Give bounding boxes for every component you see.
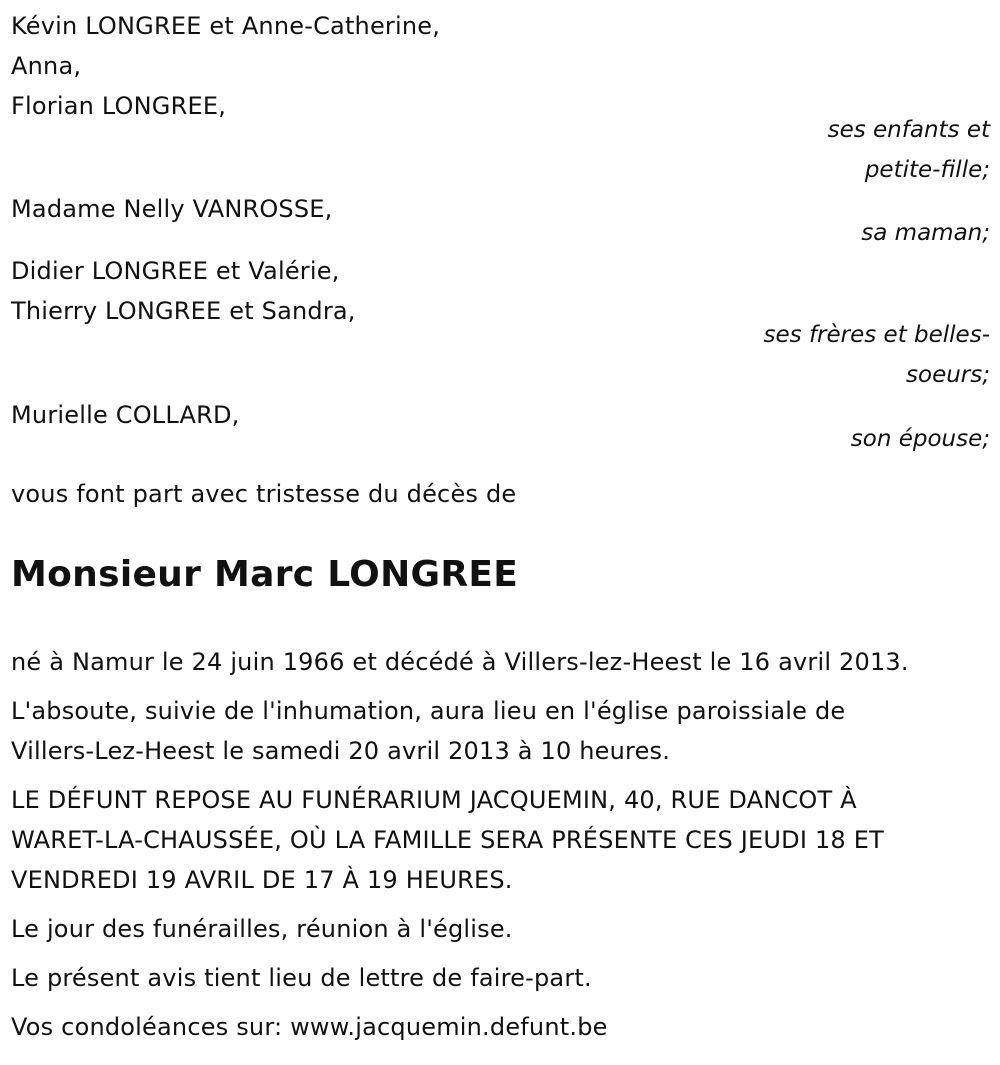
condolences-text: Vos condoléances sur: www.jacquemin.defunt.be: [11, 1013, 608, 1041]
funeral-day-text: Le jour des funérailles, réunion à l'église.: [11, 915, 513, 943]
mother-name: Madame Nelly VANROSSE,: [11, 195, 333, 223]
details-block: [11, 642, 990, 1047]
ceremony-text: Villers-Lez-Heest le samedi 20 avril 2013 à 10 heures.: [11, 737, 671, 765]
repose-text: WARET-LA-CHAUSSÉE, OÙ LA FAMILLE SERA PRÉSENTE CES JEUDI 18 ET: [11, 826, 884, 854]
repose-text: LE DÉFUNT REPOSE AU FUNÉRARIUM JACQUEMIN, 40, RUE DANCOT À: [11, 786, 857, 814]
spouse-relation: son épouse;: [850, 426, 990, 452]
announcement-text: vous font part avec tristesse du décès de: [11, 480, 517, 508]
children-relation: [11, 110, 990, 190]
deceased-name: Monsieur Marc LONGREE: [11, 554, 519, 595]
birth-death-text: né à Namur le 24 juin 1966 et décédé à Villers-lez-Heest le 16 avril 2013.: [11, 648, 909, 676]
relation-line: ses enfants et: [827, 117, 990, 143]
relation-line: soeurs;: [906, 362, 990, 388]
mother-relation: sa maman;: [861, 220, 990, 246]
relation-line: ses frères et belles-: [763, 322, 990, 348]
ceremony-text: L'absoute, suivie de l'inhumation, aura lieu en l'église paroissiale de: [11, 697, 846, 725]
child-name: Kévin LONGREE et Anne-Catherine,: [11, 12, 441, 40]
spouse-name: Murielle COLLARD,: [11, 401, 240, 429]
sibling-name: Didier LONGREE et Valérie,: [11, 257, 340, 285]
repose-text: VENDREDI 19 AVRIL DE 17 À 19 HEURES.: [11, 866, 513, 894]
relation-line: petite-fille;: [864, 157, 990, 183]
notice-text: Le présent avis tient lieu de lettre de faire-part.: [11, 964, 592, 992]
sibling-name: Thierry LONGREE et Sandra,: [11, 297, 356, 325]
child-name: Florian LONGREE,: [11, 92, 227, 120]
siblings-relation: [11, 315, 990, 395]
children-block: [11, 6, 990, 126]
child-name: Anna,: [11, 52, 82, 80]
